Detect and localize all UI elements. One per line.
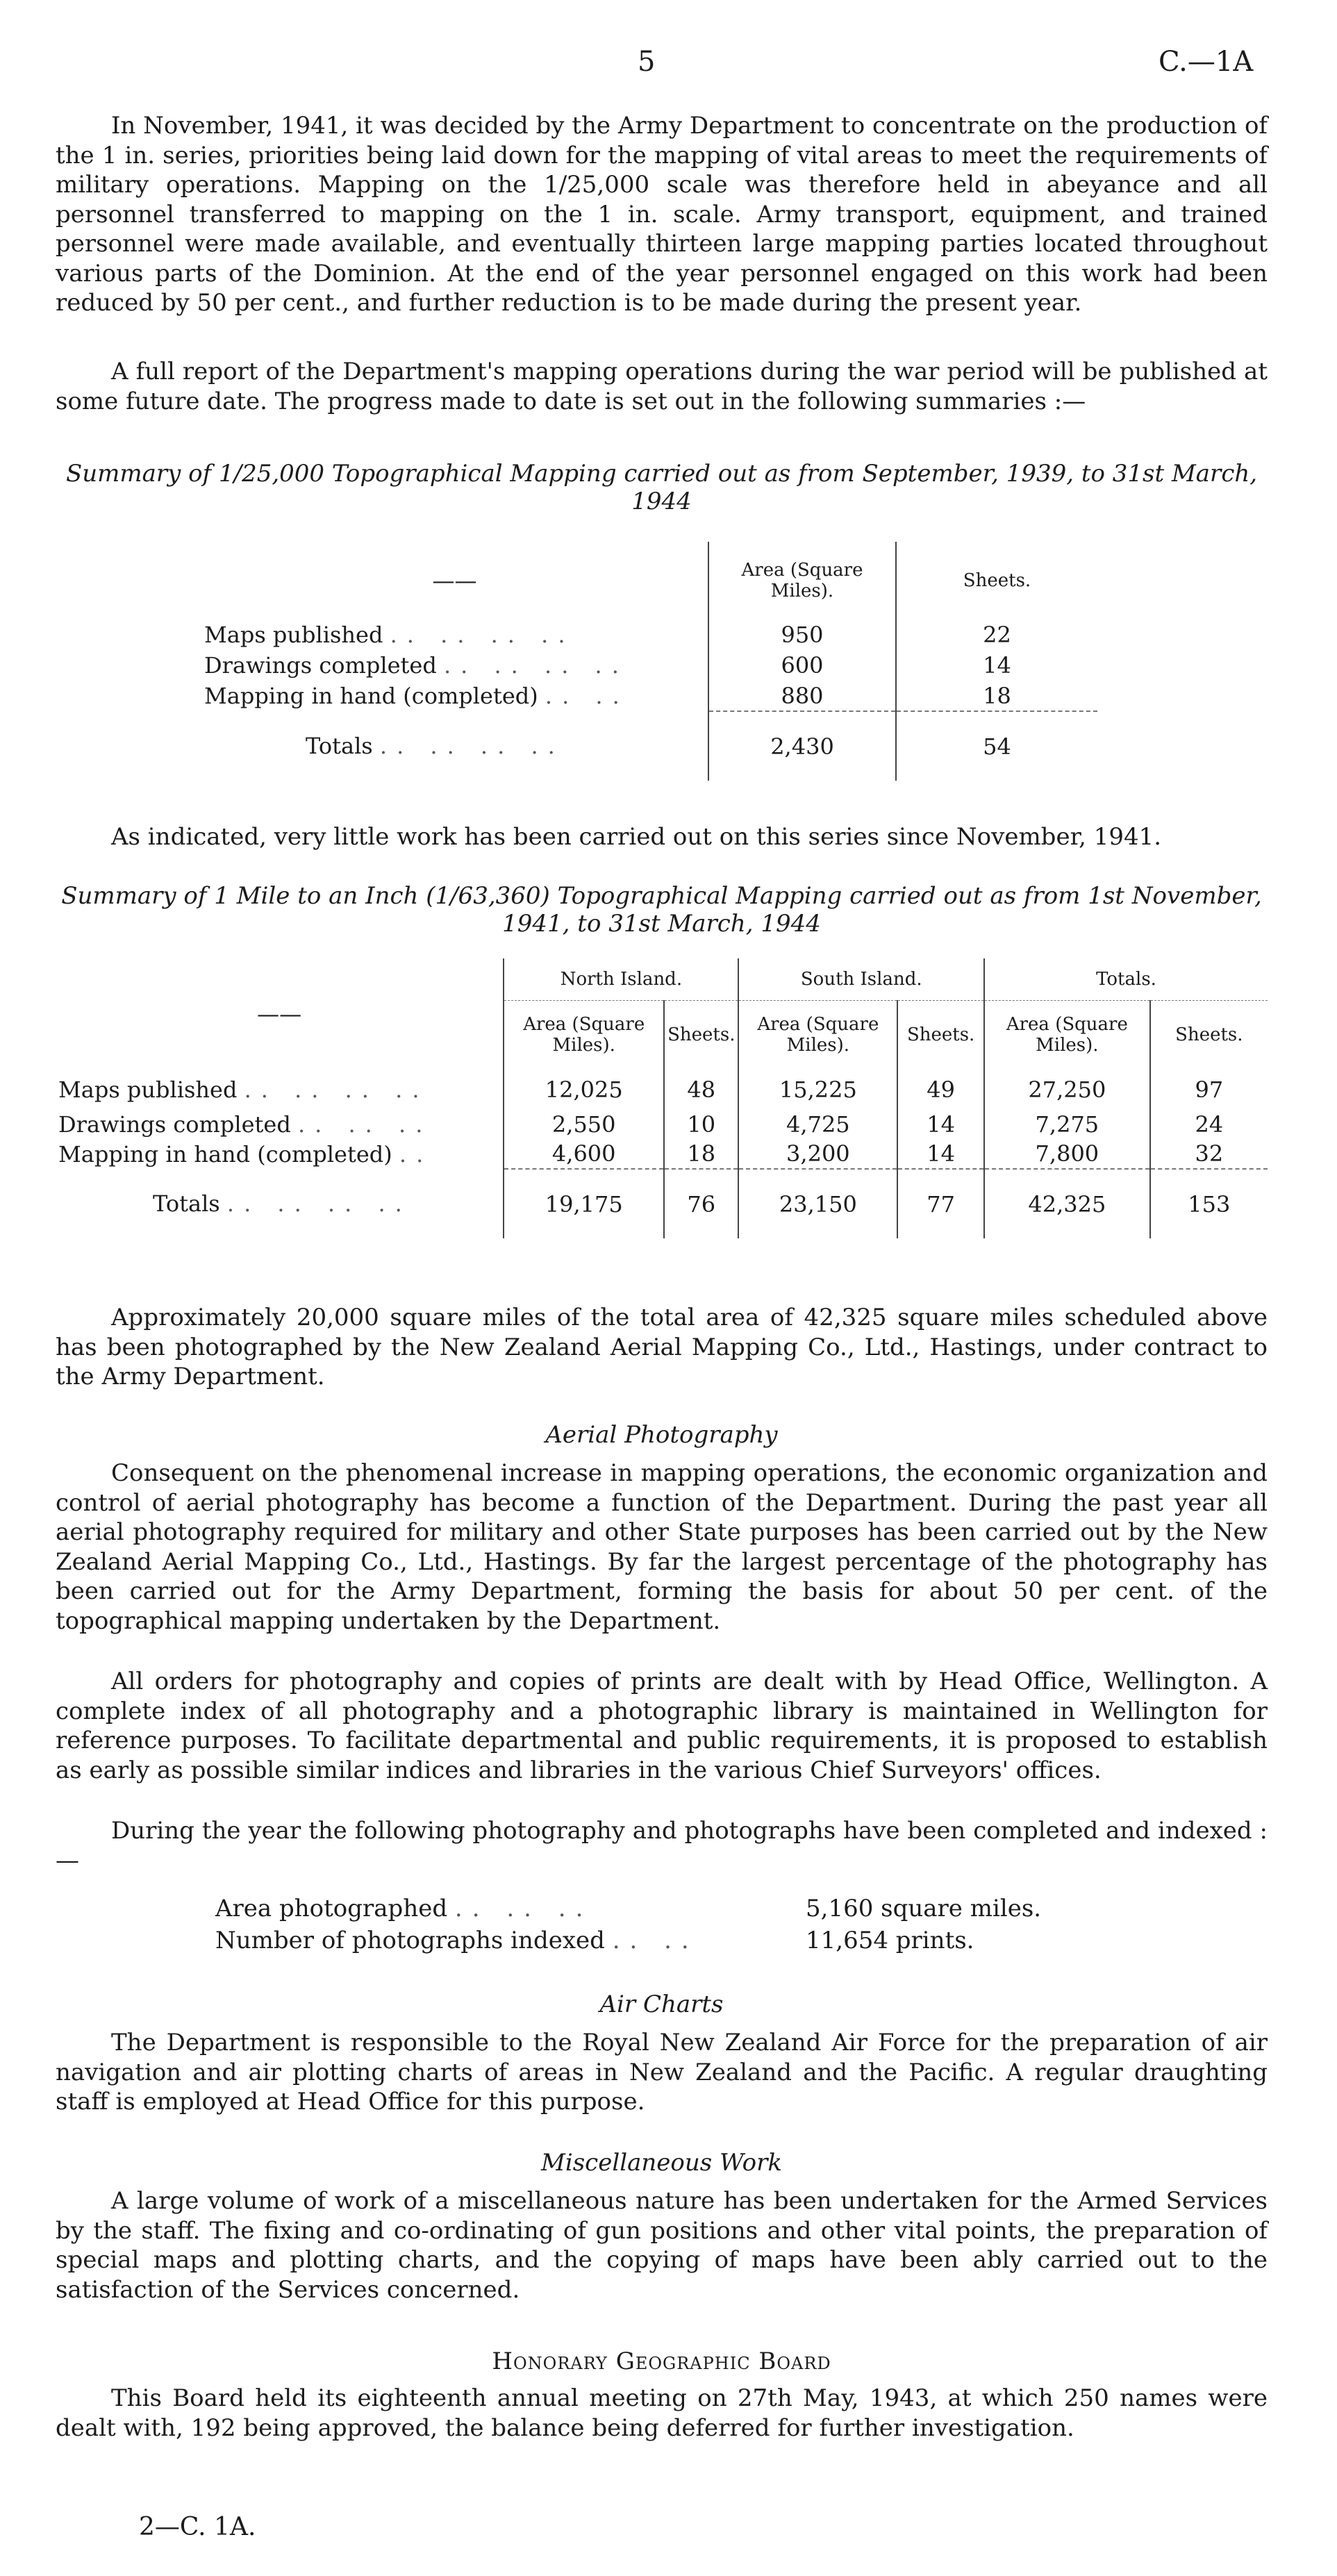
intro-paragraph-2: A full report of the Department's mapping operations during the war period will be published at some future date. The progress made to date is set out in the following summaries :— <box>56 358 1268 415</box>
table2-group-north-island: North Island. <box>504 958 738 1000</box>
table2-header-area: Area (Square Miles). <box>984 1000 1150 1070</box>
document-reference: C.—1A <box>1159 46 1254 78</box>
table2-totals-cell: 42,325 <box>984 1169 1150 1238</box>
stat-label: Number of photographs indexed .. .. <box>215 1927 699 1954</box>
intro-paragraph-1: In November, 1941, it was decided by the Army Department to concentrate on the production of the 1 in. series, priorities being laid down for the mapping of vital areas to meet the requirements of military operations. Mapping on the 1/25,000 scale was therefore held in abeyance and all personnel transferred to mapping on the 1 in. scale. Army transport, equipment, and trained personnel were made available, and eventually thirteen large mapping parties located throughout various parts of the Dominion. At the end of the year personnel engaged on this work had been reduced by 50 per cent., and further reduction is to be made during the present year. <box>56 112 1268 317</box>
table1-header-area: Area (Square Miles). <box>708 542 896 620</box>
table1-row-area: 600 <box>708 650 896 681</box>
air-charts-paragraph: The Department is responsible to the Royal New Zealand Air Force for the preparation of air navigation and air plotting charts of areas in New Zealand and the Pacific. A regular draughting staff is employed at Head Office for this purpose. <box>56 2029 1268 2116</box>
table2-totals-cell: 23,150 <box>738 1169 897 1238</box>
table2-cell: 3,200 <box>738 1139 897 1169</box>
geographic-board-heading: Honorary Geographic Board <box>492 2348 831 2375</box>
stat-value: 11,654 prints. <box>806 1927 974 1954</box>
table2-row-label: Mapping in hand (completed) .. <box>58 1140 433 1167</box>
table1-totals-sheets: 54 <box>896 711 1097 781</box>
table2-cell: 4,600 <box>504 1139 664 1169</box>
table1-row-sheets: 14 <box>896 650 1097 681</box>
aerial-paragraph-3: During the year the following photography and photographs have been completed and indexed :— <box>56 1817 1268 1875</box>
geographic-board-paragraph: This Board held its eighteenth annual meeting on 27th May, 1943, at which 250 names were dealt with, 192 being approved, the balance being deferred for further investigation. <box>56 2384 1268 2442</box>
table2-totals-cell: 19,175 <box>504 1169 664 1238</box>
table2-totals-cell: 77 <box>897 1169 984 1238</box>
table1-header-sheets: Sheets. <box>896 542 1097 620</box>
table2-header-sheets: Sheets. <box>664 1000 738 1070</box>
table2-header-sheets: Sheets. <box>1150 1000 1268 1070</box>
stat-label: Area photographed .. .. .. <box>215 1895 593 1922</box>
table2-header-sheets: Sheets. <box>897 1000 984 1070</box>
table2-cell: 14 <box>897 1139 984 1169</box>
table2-cell: 24 <box>1150 1110 1268 1139</box>
table2-row-label: Maps published .. .. .. .. <box>58 1077 429 1103</box>
table2-cell: 18 <box>664 1139 738 1169</box>
table1-row-label: Mapping in hand (completed) .. .. <box>204 683 629 709</box>
table2-cell: 12,025 <box>504 1070 664 1110</box>
after-table1-text: As indicated, very little work has been carried out on this series since November, 1941. <box>111 823 1162 851</box>
table2-row-label: Drawings completed .. .. .. <box>58 1111 433 1138</box>
misc-work-heading: Miscellaneous Work <box>541 2149 782 2177</box>
table2-cell: 10 <box>664 1110 738 1139</box>
misc-work-paragraph: A large volume of work of a miscellaneous nature has been undertaken for the Armed Services by the staff. The fixing and co-ordinating of gun positions and other vital points, the preparation of special maps and plotting charts, and the copying of maps have been ably carried out to the satisfaction of the Services concerned. <box>56 2187 1268 2304</box>
table2-cell: 15,225 <box>738 1070 897 1110</box>
table2-cell: 27,250 <box>984 1070 1150 1110</box>
table1-corner: —— <box>432 567 477 594</box>
table1-row-area: 950 <box>708 620 896 650</box>
table1-totals-label: Totals .. .. .. .. <box>306 733 565 759</box>
table2-group-south-island: South Island. <box>738 958 984 1000</box>
table2-cell: 7,275 <box>984 1110 1150 1139</box>
table2-header-area: Area (Square Miles). <box>504 1000 664 1070</box>
page-number: 5 <box>638 46 656 78</box>
stat-value: 5,160 square miles. <box>806 1895 1042 1922</box>
table1-row-sheets: 22 <box>896 620 1097 650</box>
table1-row-sheets: 18 <box>896 681 1097 711</box>
table2-cell: 32 <box>1150 1139 1268 1169</box>
aerial-photography-heading: Aerial Photography <box>545 1421 778 1449</box>
table1 <box>201 542 1097 781</box>
table1-row-label: Drawings completed .. .. .. .. <box>204 652 629 679</box>
aerial-paragraph-2: All orders for photography and copies of prints are dealt with by Head Office, Wellington. A complete index of all photography and a photographic library is maintained in Wellington for reference purposes. To facilitate departmental and public requirements, it is proposed to establish as early as possible similar indices and libraries in the various Chief Surveyors' offices. <box>56 1668 1268 1784</box>
table2-cell: 97 <box>1150 1070 1268 1110</box>
table2-cell: 4,725 <box>738 1110 897 1139</box>
table1-totals-area: 2,430 <box>708 711 896 781</box>
table2-totals-cell: 76 <box>664 1169 738 1238</box>
table2 <box>56 958 1268 1238</box>
table2-cell: 2,550 <box>504 1110 664 1139</box>
table2-totals-cell: 153 <box>1150 1169 1268 1238</box>
table2-totals-label: Totals .. .. .. .. <box>153 1190 412 1217</box>
table1-row-label: Maps published .. .. .. .. <box>204 622 575 648</box>
air-charts-heading: Air Charts <box>599 1991 724 2018</box>
table2-group-totals: Totals. <box>984 958 1268 1000</box>
table1-row-area: 880 <box>708 681 896 711</box>
table1-caption: Summary of 1/25,000 Topographical Mapping carried out as from September, 1939, to 31st March, 1944 <box>65 460 1258 515</box>
footer-signature: 2—C. 1A. <box>139 2513 256 2541</box>
after-table2-text: Approximately 20,000 square miles of the total area of 42,325 square miles scheduled above has been photographed by the New Zealand Aerial Mapping Co., Ltd., Hastings, under contract to the Army Department. <box>56 1304 1268 1390</box>
table2-cell: 14 <box>897 1110 984 1139</box>
table2-header-area: Area (Square Miles). <box>738 1000 897 1070</box>
aerial-paragraph-1: Consequent on the phenomenal increase in mapping operations, the economic organization and control of aerial photography has become a function of the Department. During the past year all aerial photography required for military and other State purposes has been carried out by the New Zealand Aerial Mapping Co., Ltd., Hastings. By far the largest percentage of the photography has been carried out for the Army Department, forming the basis for about 50 per cent. of the topographical mapping undertaken by the Department. <box>56 1459 1268 1635</box>
table2-corner: —— <box>257 1001 302 1027</box>
table2-caption: Summary of 1 Mile to an Inch (1/63,360) Topographical Mapping carried out as from 1st November, 1941, to 31st March, 1944 <box>61 882 1262 938</box>
table2-cell: 48 <box>664 1070 738 1110</box>
table2-cell: 7,800 <box>984 1139 1150 1169</box>
table2-cell: 49 <box>897 1070 984 1110</box>
